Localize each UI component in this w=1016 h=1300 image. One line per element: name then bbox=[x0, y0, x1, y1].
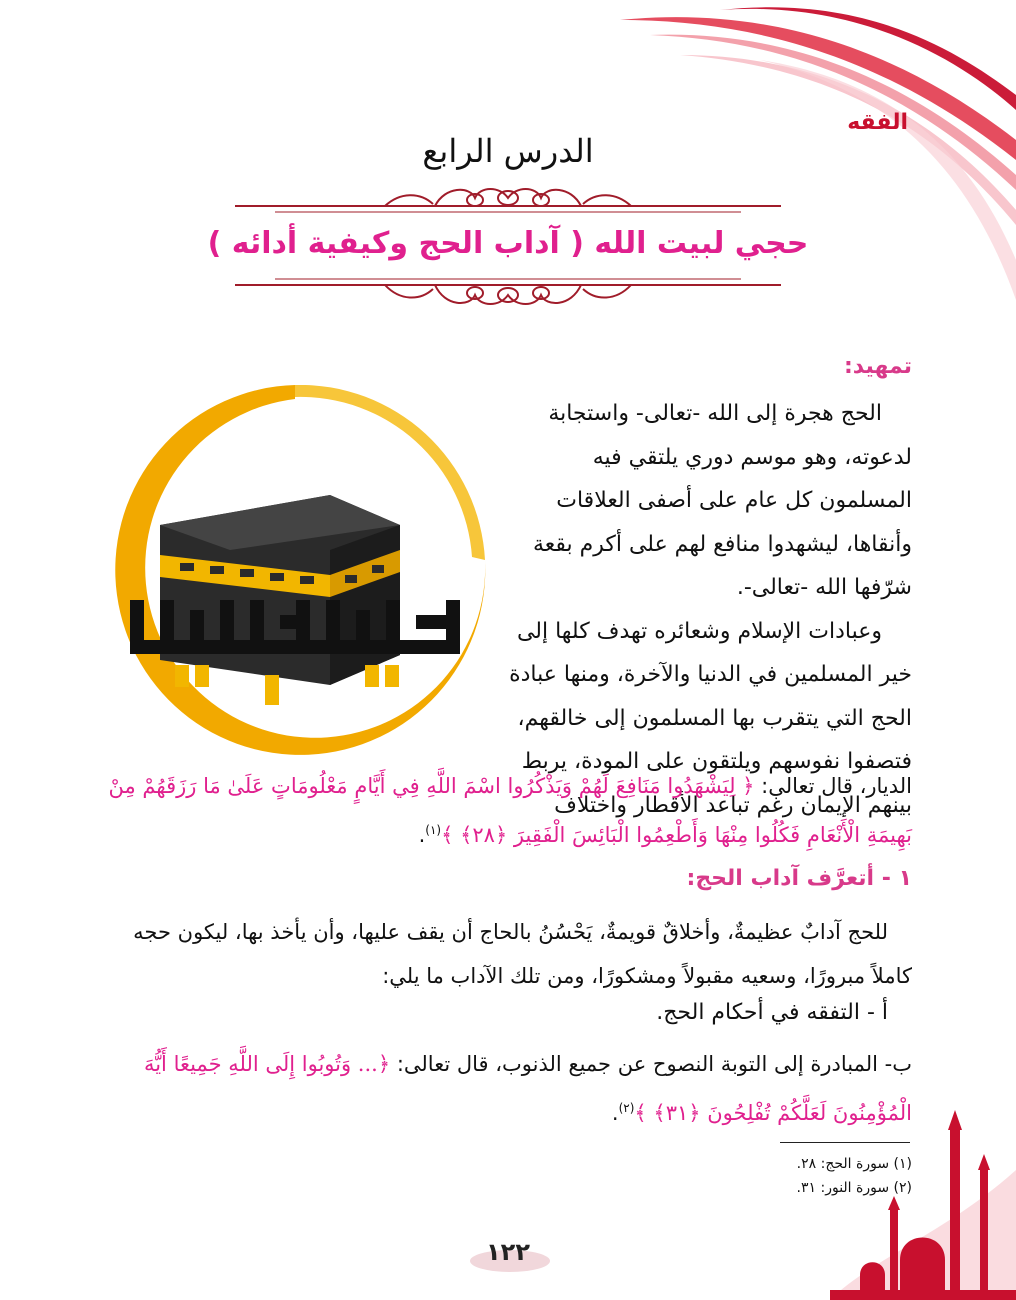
list-item-b-text: ب- المبادرة إلى التوبة النصوح عن جميع الذنوب، قال تعالى: bbox=[396, 1052, 912, 1076]
verse-block bbox=[100, 764, 912, 857]
quran-verse-2: ﴿... وَتُوبُوا إِلَى اللَّهِ جَمِيعًا أَيُّهَ الْمُؤْمِنُونَ لَعَلَّكُمْ تُفْلِحُونَ ﴿٣١﴾ ﴾ bbox=[143, 1052, 912, 1125]
list-item-a: أ - التفقه في أحكام الحج. bbox=[656, 1000, 888, 1025]
kaaba-icon bbox=[100, 385, 490, 755]
verse-end-2: . bbox=[611, 1101, 619, 1125]
section-heading: ١ - أتعرَّف آداب الحج: bbox=[686, 866, 912, 891]
adab-paragraph: للحج آدابٌ عظيمةٌ، وأخلاقٌ قويمةٌ، يَحْسُنُ بالحاج أن يقف عليها، وأن يأخذ بها، ليكون حجه كاملاً مبرورًا، وسعيه مقبولاً ومشكورًا، ومن تلك الآداب ما يلي: bbox=[133, 920, 912, 988]
verse-end: . bbox=[418, 823, 426, 847]
subject-label: الفقه bbox=[847, 110, 908, 135]
lesson-title: حجي لبيت الله ( آداب الحج وكيفية أدائه ) bbox=[207, 226, 809, 261]
page-number: ١٢٢ bbox=[486, 1238, 530, 1266]
quran-verse: ﴿ لِيَشْهَدُوا مَنَافِعَ لَهُمْ وَيَذْكُرُوا اسْمَ اللَّهِ فِي أَيَّامٍ مَعْلُومَاتٍ عَلَىٰ مَا رَزَقَهُمْ مِنْ بَهِيمَةِ الْأَنْعَامِ فَكُلُوا مِنْهَا وَأَطْعِمُوا الْبَائِسَ الْفَقِيرَ ﴿٢٨﴾ ﴾ bbox=[108, 774, 912, 847]
intro-paragraph-1: الحج هجرة إلى الله -تعالى- واستجابة لدعوته، وهو موسم دوري يلتقي فيه المسلمون كل عام على أصفى العلاقات وأنقاها، ليشهدوا منافع لهم على أكرم بقعة شرّفها الله -تعالى-. bbox=[532, 401, 912, 600]
ornament-divider-bottom bbox=[235, 275, 781, 315]
footnote-ref-1: (١) bbox=[425, 823, 442, 837]
footnote-1: (١) سورة الحج: ٢٨. bbox=[796, 1156, 912, 1172]
mosque-silhouette-icon bbox=[830, 1110, 1016, 1300]
verse-lead: الديار، قال تعالى: bbox=[761, 774, 912, 798]
intro-paragraph bbox=[502, 392, 912, 827]
intro-paragraph-2: وعبادات الإسلام وشعائره تهدف كلها إلى خير المسلمين في الدنيا والآخرة، ومنها عبادة الحج التي يتقرب بها المسلمون إلى خالقهم، فتصفوا نفوسهم ويلتقون على المودة، يربط بينهم الإيمان رغم تباعد الأقطار واختلاف bbox=[509, 618, 912, 818]
footnote-2: (٢) سورة النور: ٣١. bbox=[796, 1180, 912, 1196]
footnote-ref-2: (٢) bbox=[618, 1101, 635, 1115]
list-item-b bbox=[100, 1042, 912, 1135]
lesson-label: الدرس الرابع bbox=[422, 132, 594, 170]
intro-heading: تمهيد: bbox=[843, 354, 912, 379]
ornament-divider-top bbox=[235, 178, 781, 218]
